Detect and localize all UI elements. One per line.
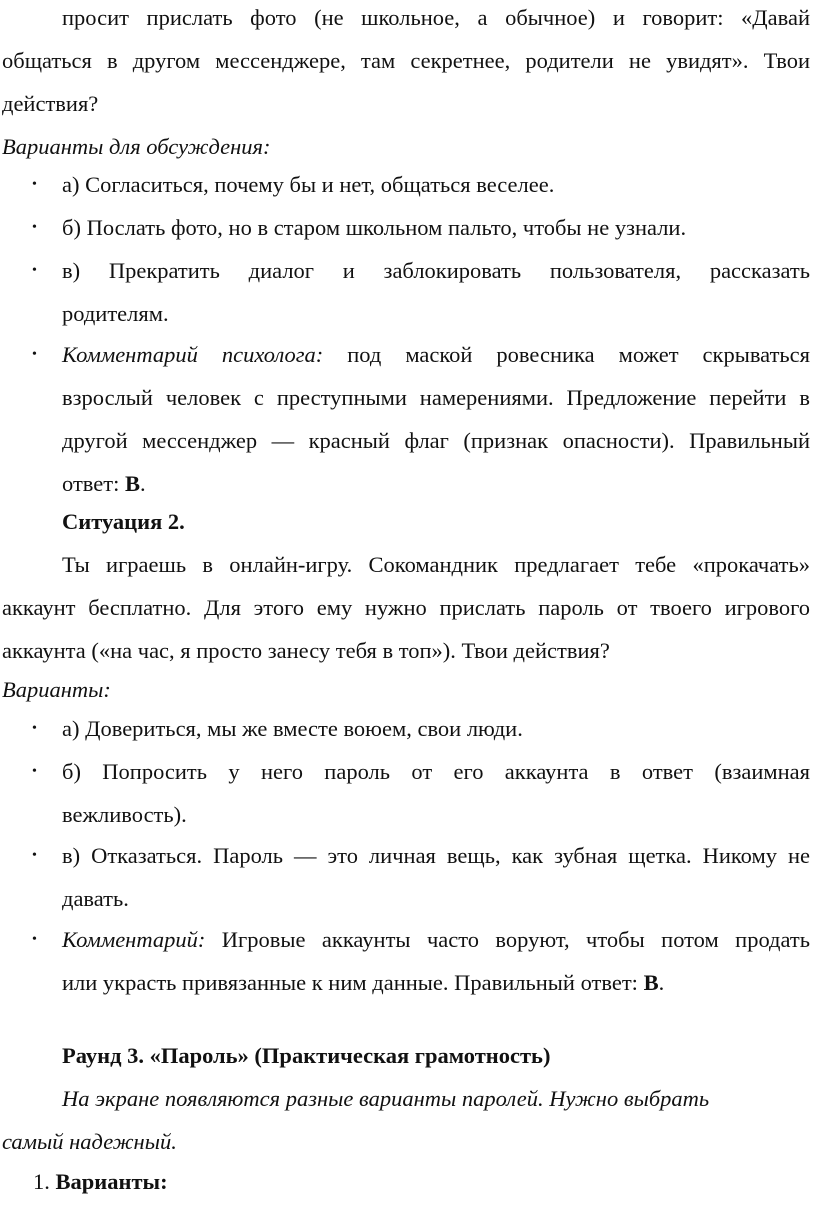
bullet: • <box>32 764 37 779</box>
bullet: • <box>32 932 37 947</box>
list-item: • а) Довериться, мы же вместе воюем, свои люди. <box>62 707 810 750</box>
situation-2-title: Ситуация 2. <box>62 509 185 534</box>
paragraph-line: аккаунта («на час, я просто занесу тебя в топ»). Твои действия? <box>2 638 610 663</box>
paragraph-line: действия? <box>2 91 99 116</box>
round-3-title: Раунд 3. «Пароль» (Практическая грамотность) <box>62 1043 551 1068</box>
list-item: • в) Отказаться. Пароль — это личная вещь, как зубная щетка. Никому не давать. <box>62 834 810 920</box>
options-label: Варианты для обсуждения: <box>2 134 271 159</box>
paragraph-line: самый надежный. <box>2 1129 177 1154</box>
paragraph-line: аккаунт бесплатно. Для этого ему нужно прислать пароль от твоего игрового <box>2 595 810 620</box>
bullet: • <box>32 220 37 235</box>
list-item: • а) Согласиться, почему бы и нет, общаться веселее. <box>62 163 810 206</box>
list-item-comment: • Комментарий: Игровые аккаунты часто воруют, чтобы потом продать или украсть привязанные к ним данные. Правильный ответ: В. <box>62 918 810 1004</box>
paragraph-line: Ты играешь в онлайн-игру. Сокомандник предлагает тебе «прокачать» <box>62 552 810 577</box>
list-item: • в) Прекратить диалог и заблокировать пользователя, рассказать родителям. <box>62 249 810 335</box>
bullet: • <box>32 721 37 736</box>
paragraph-line: На экране появляются разные варианты паролей. Нужно выбрать <box>62 1086 710 1111</box>
numbered-item: 1. Варианты: <box>33 1169 168 1194</box>
list-item: • б) Послать фото, но в старом школьном пальто, чтобы не узнали. <box>62 206 810 249</box>
bullet: • <box>32 263 37 278</box>
bullet: • <box>32 848 37 863</box>
paragraph-line: просит прислать фото (не школьное, а обычное) и говорит: «Давай <box>62 5 810 30</box>
paragraph-line: общаться в другом мессенджере, там секретнее, родители не увидят». Твои <box>2 48 810 73</box>
bullet: • <box>32 177 37 192</box>
options-label: Варианты: <box>2 677 111 702</box>
bullet: • <box>32 347 37 362</box>
list-item-comment: • Комментарий психолога: под маской ровесника может скрываться взрослый человек с преступными намерениями. Предложение перейти в другой мессенджер — красный флаг (признак опасности). Правильный ответ: В. <box>62 333 810 505</box>
list-item: • б) Попросить у него пароль от его аккаунта в ответ (взаимная вежливость). <box>62 750 810 836</box>
